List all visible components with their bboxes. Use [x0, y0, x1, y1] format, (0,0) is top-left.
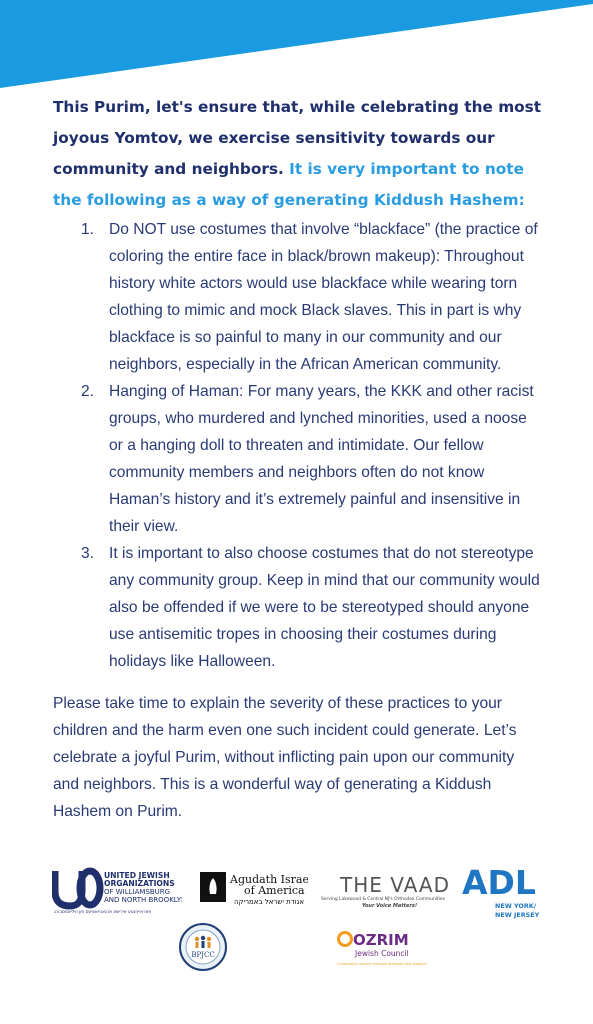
adl-region1: NEW YORK/ — [495, 902, 537, 910]
list-number: 3. — [81, 545, 95, 562]
agudath-line3: אגודת ישראל באמריקה — [234, 898, 305, 906]
ujo-line1: UNITED JEWISH — [104, 871, 170, 880]
vaad-sub: Serving Lakewood & Central NJ's Orthodox Communities — [321, 897, 445, 902]
vaad-name: THE VAAD — [340, 873, 450, 897]
list-number: 2. — [81, 383, 95, 400]
uo-mark-icon — [52, 866, 182, 916]
ozrim-logo — [336, 928, 451, 970]
ujo-line4: AND NORTH BROOKLYN — [104, 896, 182, 904]
ujo-line5: פאראייניגטע אידישע ארגאניזאציעס פון וויליאמסבורג — [54, 910, 152, 915]
bpjcc-seal — [178, 922, 228, 972]
intro-highlight: It is very important to note the following as a way of generating Kiddush Hashem: — [53, 160, 525, 209]
list-text: Do NOT use costumes that involve “blackface” (the practice of coloring the entire face in black/brown makeup): Throughout history white actors would use blackface while wearing torn clothing to mimic and mock Black slaves. This in part is why blackface is so painful to many in our community and our neighbors, especially in the African American community. — [109, 221, 538, 373]
adl-region2: NEW JERSEY — [495, 911, 540, 919]
ozrim-sub: Jewish Council — [355, 949, 409, 958]
adl-name: ADL — [462, 863, 536, 902]
ozrim-tagline: Community service through strength and support — [337, 962, 427, 966]
vaad-logo — [320, 872, 450, 912]
list-item — [53, 378, 543, 540]
agudath-line1: Agudath Israel — [230, 873, 308, 886]
agudath-logo — [198, 868, 308, 908]
list-text: Hanging of Haman: For many years, the KKK and other racist groups, who murdered and lynched minorities, used a noose or a hanging doll to threaten and intimidate. Our fellow community members and neighbors often do not know Haman’s history and it’s extremely painful and insensitive in their view. — [109, 383, 534, 535]
guidelines-list — [53, 216, 543, 675]
list-item — [53, 540, 543, 675]
intro-paragraph — [53, 92, 543, 216]
adl-logo — [460, 862, 545, 924]
ujo-line3: OF WILLIAMSBURG — [104, 888, 171, 896]
agudath-book-icon — [200, 872, 226, 902]
ujo-line2: ORGANIZATIONS — [104, 879, 175, 888]
ujo-logo — [52, 866, 182, 916]
vaad-tagline: Your Voice Matters! — [362, 903, 418, 909]
list-text: It is important to also choose costumes that do not stereotype any community group. Keep in mind that our community would also be offended if we were to be stereotyped should anyone use antisemitic tropes in choosing their costumes during holidays like Halloween. — [109, 545, 540, 670]
intro-text: This Purim, let's ensure that, while celebrating the most joyous Yomtov, we exercise sensitivity towards our community and neighbors. — [53, 98, 542, 178]
header-banner — [0, 0, 593, 90]
ozrim-ring-icon — [339, 933, 352, 946]
list-number: 1. — [81, 221, 95, 238]
bpjcc-name: BPJCC — [191, 951, 215, 959]
ozrim-name: OZRIM — [353, 931, 409, 949]
list-item — [53, 216, 543, 378]
agudath-line2: of America — [244, 884, 305, 897]
closing-paragraph: Please take time to explain the severity of these practices to your children and the harm even one such incident could generate. Let’s celebrate a joyful Purim, without inflicting pain upon our community and neighbors. This is a wonderful way of generating a Kiddush Hashem on Purim. — [53, 695, 517, 820]
